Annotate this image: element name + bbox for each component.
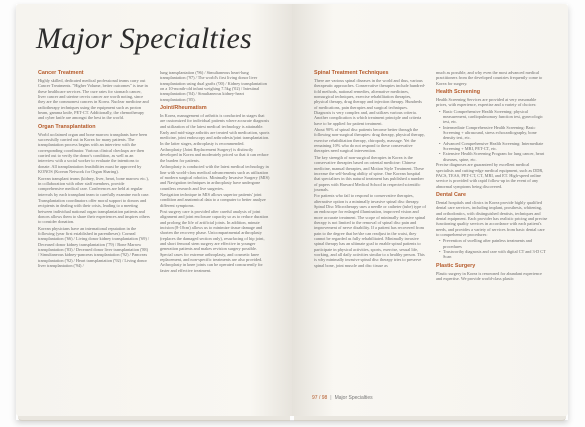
section-heading: Organ Transplantation bbox=[38, 123, 96, 130]
right-column-2 bbox=[436, 70, 548, 282]
right-page bbox=[292, 4, 568, 416]
body-paragraph: Health Screening Services are provided at very reasonable prices, with experience, expertise and a variety of choices: bbox=[436, 97, 537, 108]
section-heading: Plastic Surgery bbox=[436, 262, 476, 269]
body-paragraph: Arthroplasty (Joint Replacement Surgery) is distinctly developed in Korea and moderately priced so that it can reduce the burden for patients. bbox=[160, 147, 269, 163]
list-item: • Extensive Health Screening Program for lung cancer, heart diseases, spine, etc. bbox=[440, 151, 548, 162]
body-paragraph: For patients who fail to respond to conservative therapies, alternative option is a minimally invasive spinal disc therapy. Spinal Disc Microtherapy uses a needle or catheter (tube) type of an endoscope for enlarged illumination, improved vision and more accurate treatment. The scope of minimally invasive spinal therapy is not limited to the removal of spinal disc pain and improvement of nerve disability. If a patient has recovered from pain to the degree that he/she can readjust in the waist, they cannot be regarded as fully rehabilitated. Minimally invasive spinal therapy has an ultimate goal to enable spinal patients to participate in physical activities, sports, exercise, sexual life, working, and all daily activities similar to a healthy person. This is why minimally invasive spinal disc therapy tries to preserve spinal bone, joint muscle and disc tissue as bbox=[314, 193, 426, 268]
section-heading: Health Screening bbox=[436, 89, 481, 96]
body-paragraph: Dental hospitals and clinics in Korea provide highly qualified dental care services, including implant, prosthesis, whitening, and orthodontics, with distinguished dentists, techniques and dental equipment. Each provider has realistic pricing and precise functioning quality services in accordance with each patient's needs, and provides a variety of services from basic dental care to comprehensive procedures: bbox=[436, 199, 548, 237]
list-item: • Intermediate Comprehensive Health Screening: Basic Screening + ultrasound, stress echocardiography, bone density test, etc. bbox=[440, 125, 548, 141]
bullet-list bbox=[436, 238, 548, 259]
body-paragraph: About 90% of spinal disc patients become better through the following non-surgical therapies: drug therapy, physical therapy, exercise rehabilitation therapy, chiropody, massage. Yet the remaining 10% who do not respond to these conservative therapies need surgical intervention. bbox=[314, 127, 425, 154]
body-paragraph: Arthroplasty is conducted with the latest medical technology in line with world-class medical advancements such as utilization of modern surgical robotics. Minimally Invasive Surgery (MIS) and Navigation techniques in arthroplasty have undergone countless research and live surgeries. bbox=[160, 164, 270, 191]
page-footer bbox=[312, 395, 373, 401]
body-paragraph: Precise diagnoses are guaranteed by excellent medical specialists and cutting-edge medical equipment, such as DDR, PACS, TEAS, PET-CT, CT, MRI, and ET. High-speed online service is provided with rapid follow-up in the event of any abnormal symptoms being discovered. bbox=[436, 162, 544, 189]
body-paragraph: lung transplantation ('96) / Simultaneous heart-lung transplantation ('97) / The world's first living donor liver transplantation using dual grafts ('00) / Kidney transplantation on a 10-month-old infant weighing 7.5kg ('02) / Intestinal transplantation ('04) / Simultaneous kidney-heart transplantation ('05). bbox=[160, 70, 267, 102]
body-paragraph: There are various spinal diseases in the world and thus, various therapeutic approaches. Conservative therapies include hundred-fold methods, national remedies, alternative medicines, nonsurgical techniques, exercise rehabilitation therapies, physical therapy, drug therapy and injection therapy. Hundreds of medications, pain therapies and surgical techniques. Diagnosis is very complex and, and utilizes various criteria. Another complication is which treatment principle and criteria have to be applied for patient treatment. bbox=[314, 78, 426, 126]
body-paragraph: Highly skilled, dedicated medical professional teams carry out Cancer Treatments. "Higher Volume, better outcomes" is true in these healthcare services. The cure rates for stomach cancer, liver cancer and uterine cervix cancer are worth noting, since they are the commonest cancers in Korea. Nuclear medicine and radiotherapy techniques using the equipment such as proton beam, gamma knife, PET-CT. Additionally, the chemotherapy and cyber knife are amongst the best in the world. bbox=[38, 78, 149, 121]
left-column-2 bbox=[160, 70, 270, 274]
body-paragraph: Plastic surgery in Korea is renowned for abundant experience and expertise. We provide world-class plastic bbox=[436, 270, 542, 281]
body-paragraph: Post surgery care is provided after careful analysis of joint alignment and joint enclosure capacity so as to reduce duration and prolong the life of artificial joints. In addition, minute incision (8-10cm) allows us to minimize tissue damage and shorten the recovery phase. Unicompartmental arthroplasty (replaces the damaged section only), resurfacing of hip joint, and short femoral stem surgery are effective in younger generation patients and makes revision surgery possible. Special cases for extreme arthroplasty, and cosmetic knee replacement, and non-specific treatments are also provided. Arthroplasty in knee joints can be operated concurrently for faster and effective treatment. bbox=[160, 208, 269, 273]
section-heading: Cancer Treatment bbox=[38, 70, 84, 76]
open-book bbox=[16, 4, 568, 420]
page-title: Major Specialties bbox=[36, 22, 252, 55]
body-paragraph: Navigation technique in MIS allows superior patients' joint condition and anatomical data to a computer to better analyze different symptoms. bbox=[160, 191, 266, 208]
section-heading: Joint/Rheumatism bbox=[160, 105, 207, 112]
page-numbers: 97 / 98 bbox=[312, 395, 328, 401]
section-heading: Dental Care bbox=[436, 191, 466, 198]
list-item: • Basic Comprehensive Health Screening: physical measurement, cardiopulmonary function test, gynecologic test, etc. bbox=[440, 109, 548, 125]
list-item: • Trustworthy diagnosis and care with digital CT and 3-D CT Scan bbox=[440, 249, 548, 260]
body-paragraph: Korean transplant teams (kidney, liver, heart, bone marrow etc.), in collaboration with other staff members, provide comprehensive medical care. Conferences are held at regular intervals by each transplant team to carefully examine each case. bbox=[38, 175, 150, 197]
list-item: • Prevention of swelling after painless treatments and procedures bbox=[440, 238, 548, 249]
left-page bbox=[16, 4, 292, 416]
body-paragraph: much as possible, and why even the most advanced medical practitioners from the developed countries frequently come to Korea for surgery. bbox=[436, 70, 543, 86]
body-paragraph: Transplantation coordinators offer moral support to donors and recipients in dealing with their crisis, leading to a meeting between individual national organ transplantation patients and donors allows them to share their experiences and inspires others to consider donation. bbox=[38, 197, 150, 225]
running-title: Major Specialties bbox=[334, 395, 373, 401]
body-paragraph: In Korea, management of arthritis is conducted in stages that are customized for individual patients where accurate diagnosis and utilization of the latest medical technology is attainable. bbox=[160, 113, 270, 129]
body-paragraph: World acclaimed organ and bone marrow transplants have been successfully carried out in Korea for many patients. The transplantation process begins with an interview with the corresponding coordinator. Various clinical checkups are then carried out to verify the donor's condition, as well as an interview with a social worker to evaluate the intentions to donate. All transplantation feasibilities must be approved by KONOS (Korean Network for Organ Sharing). bbox=[38, 131, 148, 175]
left-column-1 bbox=[38, 70, 150, 269]
section-heading: Spinal Treatment Techniques bbox=[314, 70, 389, 76]
body-paragraph: The key strength of non-surgical therapies in Korea is the conservative therapies based on oriental medicine: Chinese medicine, manual therapies, and Motion Style Treatment. These increase the self-healing ability of spine. One Korean hospital that specializes in this natural treatment has published a number of papers with Harvard Medical School in respected scientific journals. bbox=[314, 154, 424, 192]
footer-separator: | bbox=[330, 395, 332, 401]
list-item: • Advanced Comprehensive Health Screening: Intermediate Screening + MRI, PET-CT, etc. bbox=[440, 141, 548, 152]
bullet-list bbox=[436, 109, 548, 162]
body-paragraph: Korean physicians have an international reputation in the following (year first established in parentheses): Corneal transplantation ('66) / Living donor kidney transplantation ('69) / Deceased donor kidney transplantation ('79) / Bone Marrow transplantation ('83) / Deceased donor liver transplantation ('88) / Simultaneous kidney-pancreas transplantation ('92) / Pancreas transplantation ('92) / Heart transplantation ('92) / Living donor liver transplantation ('94) / bbox=[38, 225, 150, 268]
right-column-1 bbox=[314, 70, 426, 269]
body-paragraph: Early and mid-stage arthritis are treated with medication, sports medicine, joint endoscopy and arthrodesis/joint transplantation. In the latter stages, arthroplasty is recommended. bbox=[160, 130, 270, 146]
